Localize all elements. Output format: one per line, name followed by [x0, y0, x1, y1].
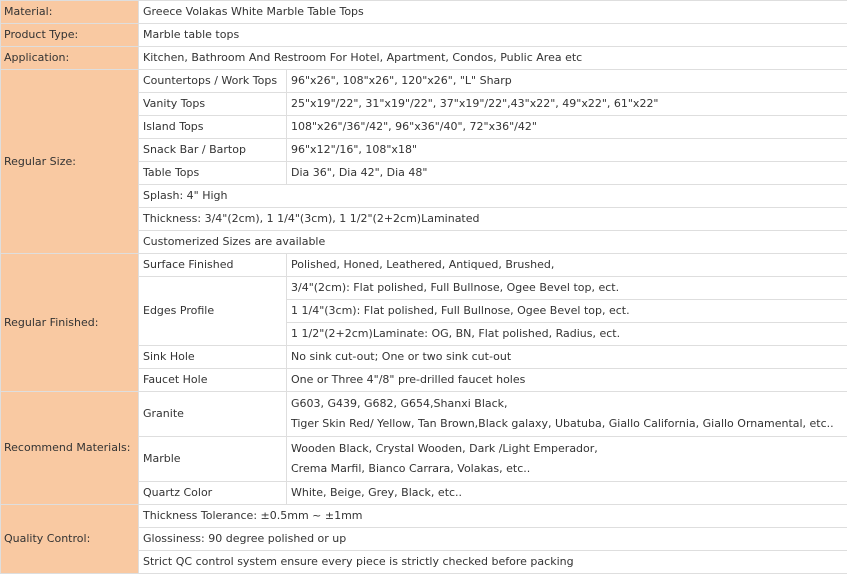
product-type-label: Product Type: — [1, 24, 139, 47]
granite-name: Granite — [139, 392, 287, 437]
vanity-value: 25"x19"/22", 31"x19"/22", 37"x19"/22",43"x22", 49"x22", 61"x22" — [287, 93, 847, 116]
countertops-name: Countertops / Work Tops — [139, 70, 287, 93]
application-label: Application: — [1, 47, 139, 70]
material-label: Material: — [1, 1, 139, 24]
granite-line-1: G603, G439, G682, G654,Shanxi Black, — [291, 397, 508, 410]
row-surface — [1, 254, 847, 277]
marble-line-1: Wooden Black, Crystal Wooden, Dark /Light Emperador, — [291, 442, 598, 455]
granite-value — [287, 392, 847, 437]
thickness-value: Thickness: 3/4"(2cm), 1 1/4"(3cm), 1 1/2"(2+2cm)Laminated — [139, 208, 847, 231]
regular-size-label: Regular Size: — [1, 70, 139, 254]
surface-name: Surface Finished — [139, 254, 287, 277]
marble-name: Marble — [139, 437, 287, 482]
vanity-name: Vanity Tops — [139, 93, 287, 116]
row-granite — [1, 392, 847, 437]
quartz-name: Quartz Color — [139, 482, 287, 505]
gloss-value: Glossiness: 90 degree polished or up — [139, 528, 847, 551]
tolerance-value: Thickness Tolerance: ±0.5mm ~ ±1mm — [139, 505, 847, 528]
edges-value-3: 1 1/2"(2+2cm)Laminate: OG, BN, Flat polished, Radius, ect. — [287, 323, 847, 346]
island-value: 108"x26"/36"/42", 96"x36"/40", 72"x36"/42" — [287, 116, 847, 139]
qc-value: Strict QC control system ensure every piece is strictly checked before packing — [139, 551, 847, 574]
surface-value: Polished, Honed, Leathered, Antiqued, Brushed, — [287, 254, 847, 277]
sink-value: No sink cut-out; One or two sink cut-out — [287, 346, 847, 369]
material-value: Greece Volakas White Marble Table Tops — [139, 1, 847, 24]
row-material — [1, 1, 847, 24]
splash-value: Splash: 4" High — [139, 185, 847, 208]
faucet-name: Faucet Hole — [139, 369, 287, 392]
table-tops-value: Dia 36", Dia 42", Dia 48" — [287, 162, 847, 185]
countertops-value: 96"x26", 108"x26", 120"x26", "L" Sharp — [287, 70, 847, 93]
marble-line-2: Crema Marfil, Bianco Carrara, Volakas, etc.. — [291, 462, 531, 475]
island-name: Island Tops — [139, 116, 287, 139]
snack-name: Snack Bar / Bartop — [139, 139, 287, 162]
regular-finished-label: Regular Finished: — [1, 254, 139, 392]
row-product-type — [1, 24, 847, 47]
edges-name: Edges Profile — [139, 277, 287, 346]
snack-value: 96"x12"/16", 108"x18" — [287, 139, 847, 162]
quality-label: Quality Control: — [1, 505, 139, 574]
customized-value: Customerized Sizes are available — [139, 231, 847, 254]
edges-value-2: 1 1/4"(3cm): Flat polished, Full Bullnose, Ogee Bevel top, ect. — [287, 300, 847, 323]
row-tolerance — [1, 505, 847, 528]
row-application — [1, 47, 847, 70]
recommend-label: Recommend Materials: — [1, 392, 139, 505]
application-value: Kitchen, Bathroom And Restroom For Hotel, Apartment, Condos, Public Area etc — [139, 47, 847, 70]
marble-value — [287, 437, 847, 482]
product-type-value: Marble table tops — [139, 24, 847, 47]
faucet-value: One or Three 4"/8" pre-drilled faucet holes — [287, 369, 847, 392]
table-tops-name: Table Tops — [139, 162, 287, 185]
granite-line-2: Tiger Skin Red/ Yellow, Tan Brown,Black galaxy, Ubatuba, Giallo California, Giallo Ornamental, etc.. — [291, 417, 834, 430]
quartz-value: White, Beige, Grey, Black, etc.. — [287, 482, 847, 505]
sink-name: Sink Hole — [139, 346, 287, 369]
row-countertops — [1, 70, 847, 93]
edges-value-1: 3/4"(2cm): Flat polished, Full Bullnose, Ogee Bevel top, ect. — [287, 277, 847, 300]
